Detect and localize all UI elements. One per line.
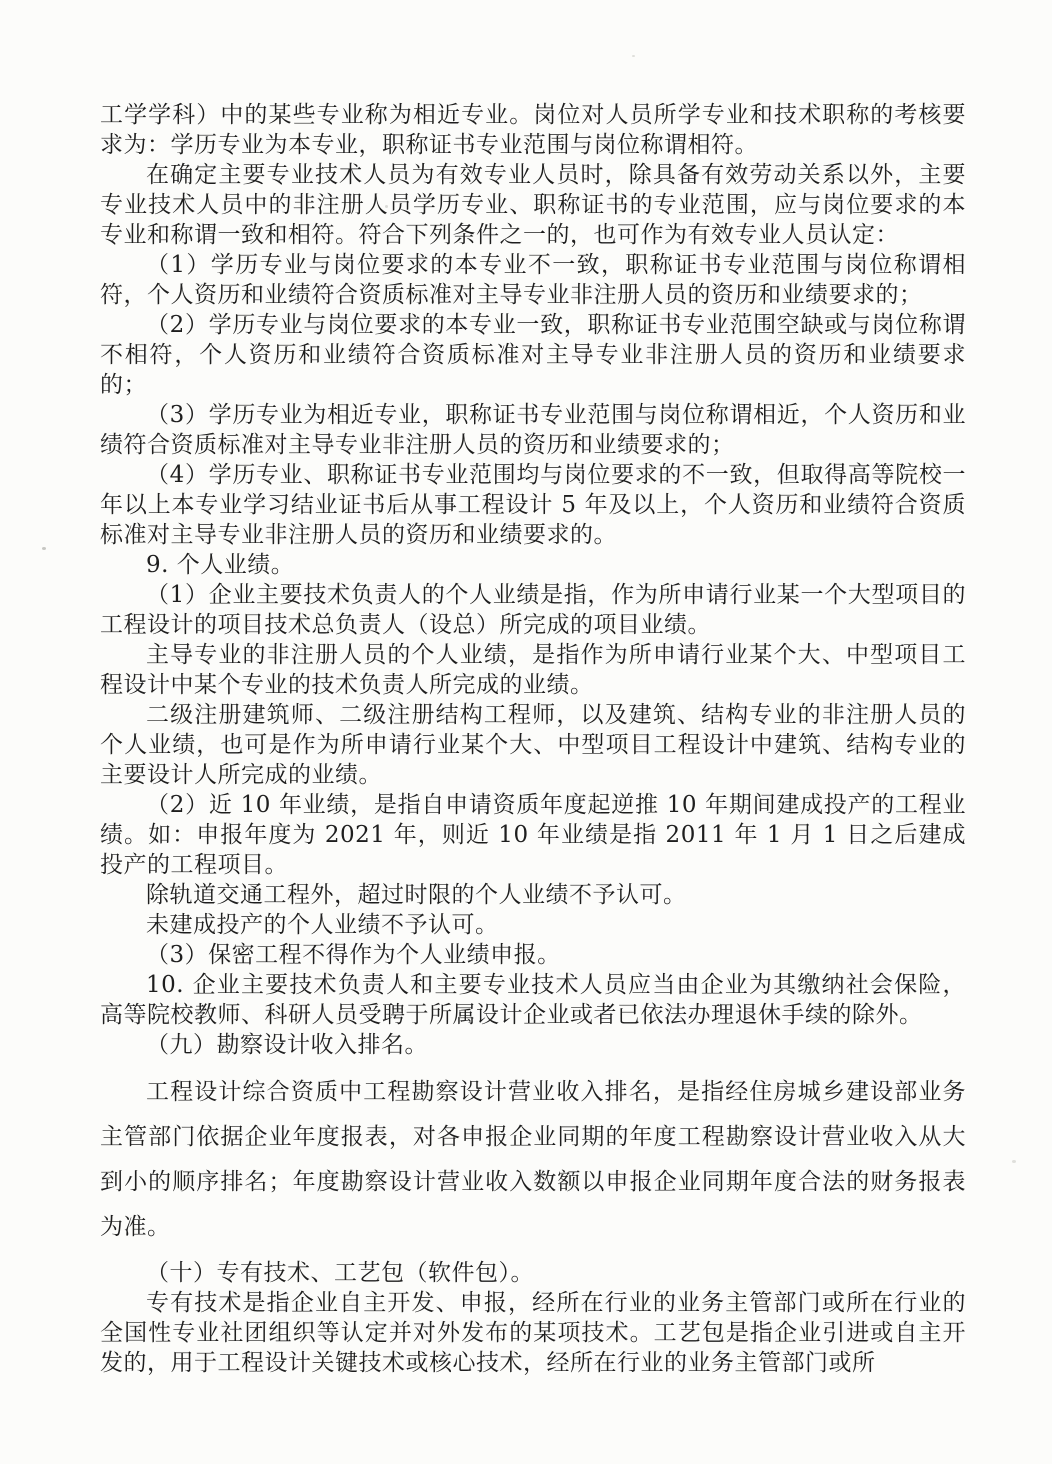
paragraph-condition-2: （2）学历专业与岗位要求的本专业一致，职称证书专业范围空缺或与岗位称谓不相符，个人资历和业绩符合资质标准对主导专业非注册人员的资历和业绩要求的； [100, 312, 966, 398]
scan-noise-speck [1012, 1160, 1016, 1163]
heading-9-income-ranking: （九）勘察设计收入排名。 [146, 1032, 428, 1058]
paragraph-not-completed: 未建成投产的个人业绩不予认可。 [146, 912, 499, 938]
paragraph-performance-registered: 二级注册建筑师、二级注册结构工程师，以及建筑、结构专业的非注册人员的个人业绩，也可是作为所申请行业某个大、中型项目工程设计中建筑、结构专业的主要设计人所完成的业绩。 [100, 702, 966, 788]
paragraph-condition-4: （4）学历专业、职称证书专业范围均与岗位要求的不一致，但取得高等院校一年以上本专业学习结业证书后从事工程设计 5 年及以上，个人资历和业绩符合资质标准对主导专业非注册人员的资历和业绩要求的。 [100, 462, 966, 548]
scan-noise-speck [42, 547, 46, 550]
paragraph-continuation: 工学学科）中的某些专业称为相近专业。岗位对人员所学专业和技术职称的考核要求为：学历专业为本专业，职称证书专业范围与岗位称谓相符。 [100, 102, 966, 158]
paragraph-performance-lead: 主导专业的非注册人员的个人业绩，是指作为所申请行业某个大、中型项目工程设计中某个专业的技术负责人所完成的业绩。 [100, 642, 966, 698]
paragraph-performance-3: （3）保密工程不得作为个人业绩申报。 [146, 942, 561, 968]
paragraph-proprietary-tech: 专有技术是指企业自主开发、申报，经所在行业的业务主管部门或所在行业的全国性专业社团组织等认定并对外发布的某项技术。工艺包是指企业引进或自主开发的，用于工程设计关键技术或核心技术，经所在行业的业务主管部门或所 [100, 1290, 966, 1376]
heading-9-personal-performance: 9. 个人业绩。 [146, 552, 295, 578]
paragraph-time-limit: 除轨道交通工程外，超过时限的个人业绩不予认可。 [146, 882, 687, 908]
paragraph-condition-3: （3）学历专业为相近专业，职称证书专业范围与岗位称谓相近，个人资历和业绩符合资质标准对主导专业非注册人员的资历和业绩要求的； [100, 402, 966, 458]
heading-10-proprietary-tech: （十）专有技术、工艺包（软件包）。 [146, 1260, 534, 1286]
paragraph-income-ranking: 工程设计综合资质中工程勘察设计营业收入排名，是指经住房城乡建设部业务主管部门依据企业年度报表，对各申报企业同期的年度工程勘察设计营业收入从大到小的顺序排名；年度勘察设计营业收入数额以申报企业同期年度合法的财务报表为准。 [100, 1079, 966, 1240]
document-body [100, 100, 966, 1378]
scan-noise-speck [632, 55, 635, 57]
paragraph-performance-1: （1）企业主要技术负责人的个人业绩是指，作为所申请行业某一个大型项目的工程设计的项目技术总负责人（设总）所完成的项目业绩。 [100, 582, 966, 638]
paragraph-10-social-insurance: 10. 企业主要技术负责人和主要专业技术人员应当由企业为其缴纳社会保险，高等院校教师、科研人员受聘于所属设计企业或者已依法办理退休手续的除外。 [100, 972, 966, 1028]
paragraph-condition-1: （1）学历专业与岗位要求的本专业不一致，职称证书专业范围与岗位称谓相符，个人资历和业绩符合资质标准对主导专业非注册人员的资历和业绩要求的； [100, 252, 966, 308]
paragraph-valid-personnel-intro: 在确定主要专业技术人员为有效专业人员时，除具备有效劳动关系以外，主要专业技术人员中的非注册人员学历专业、职称证书的专业范围，应与岗位要求的本专业和称谓一致和相符。符合下列条件之一的，也可作为有效专业人员认定： [100, 162, 966, 248]
paragraph-performance-2: （2）近 10 年业绩，是指自申请资质年度起逆推 10 年期间建成投产的工程业绩。如：申报年度为 2021 年，则近 10 年业绩是指 2011 年 1 月 1 日之后建成投产的工程项目。 [100, 792, 966, 878]
